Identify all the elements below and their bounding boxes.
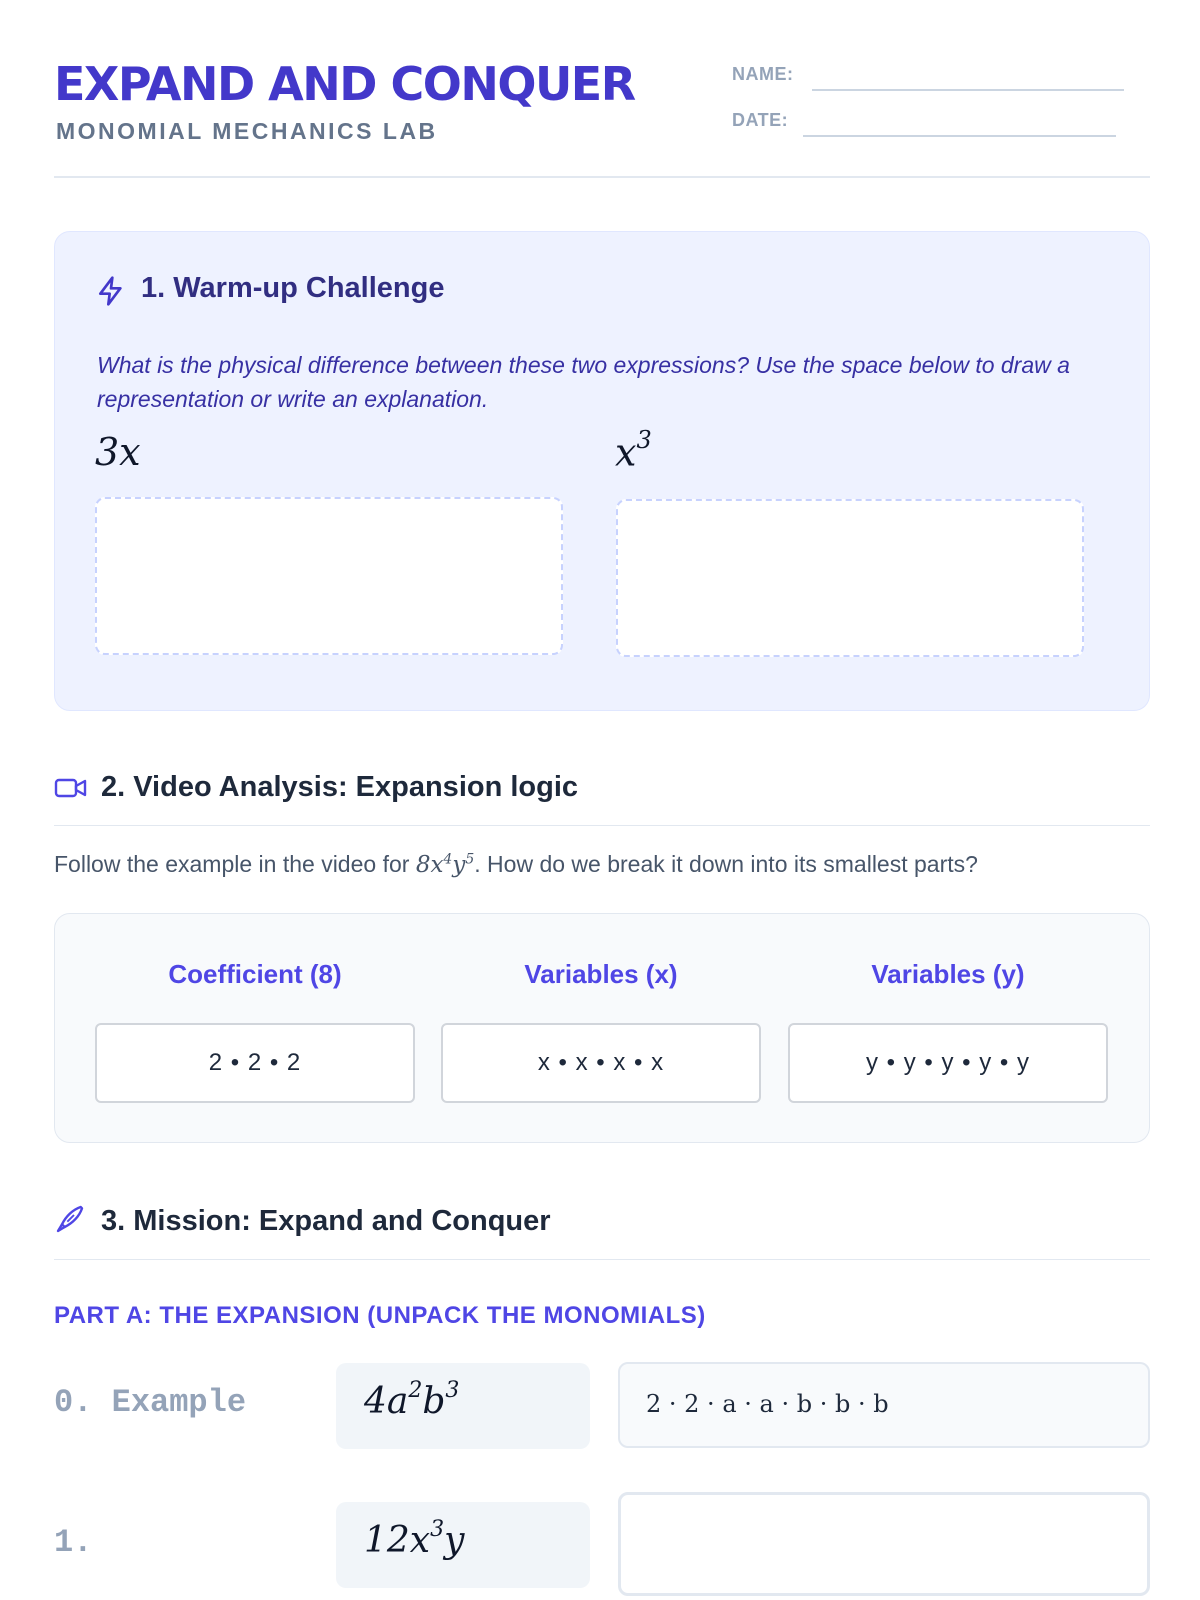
- x-expansion: x • x • x • x: [441, 1023, 761, 1103]
- y-expansion: y • y • y • y • y: [788, 1023, 1108, 1103]
- name-field[interactable]: [812, 89, 1124, 91]
- drawing-area-left[interactable]: [95, 497, 563, 655]
- worksheet-title: EXPAND AND CONQUER: [54, 57, 635, 111]
- column-heading-coefficient: Coefficient (8): [168, 959, 342, 989]
- section-title-video: 2. Video Analysis: Expansion logic: [101, 771, 579, 803]
- name-label: NAME:: [732, 64, 794, 84]
- date-field[interactable]: [803, 135, 1116, 137]
- answer-input-1[interactable]: [618, 1492, 1150, 1596]
- monomial-expression: $12x^3y$: [364, 1517, 465, 1561]
- expansion-panel: [54, 913, 1150, 1143]
- drawing-area-right[interactable]: [616, 499, 1084, 657]
- date-label: DATE:: [732, 110, 789, 130]
- video-intro-text: Follow the example in the video for $8x^4y^5$. How do we break it down into its smallest parts?: [54, 851, 978, 878]
- warmup-panel: [54, 231, 1150, 711]
- monomial-expression: $4a^2b^3$: [364, 1378, 460, 1422]
- section-divider: [54, 825, 1150, 826]
- video-camera-icon: [54, 776, 88, 800]
- worksheet-header: [54, 56, 1150, 178]
- expression-right: $x^3$: [615, 426, 652, 475]
- monomial-box: [336, 1363, 590, 1449]
- example-answer: 2 · 2 · a · a · b · b · b: [646, 1390, 889, 1418]
- warmup-prompt: What is the physical difference between these two expressions? Use the space below to draw a representation or write an explanation.: [97, 352, 1070, 412]
- answer-box-example: [618, 1362, 1150, 1448]
- pen-nib-icon: [54, 1203, 86, 1235]
- column-heading-variables-x: Variables (x): [524, 959, 678, 989]
- expression-left: 3x: [95, 430, 141, 474]
- part-a-label: PART A: THE EXPANSION (UNPACK THE MONOMIALS): [54, 1302, 706, 1329]
- coefficient-expansion: 2 • 2 • 2: [95, 1023, 415, 1103]
- column-heading-variables-y: Variables (y): [871, 959, 1025, 989]
- row-label-example: 0. Example: [54, 1384, 247, 1421]
- section-title-warmup: 1. Warm-up Challenge: [141, 272, 445, 304]
- lightning-icon: [95, 274, 127, 308]
- section-divider: [54, 1259, 1150, 1260]
- row-label-1: 1.: [54, 1524, 93, 1561]
- worksheet-subtitle: MONOMIAL MECHANICS LAB: [56, 118, 438, 144]
- section-title-mission: 3. Mission: Expand and Conquer: [101, 1205, 551, 1237]
- monomial-box: [336, 1502, 590, 1588]
